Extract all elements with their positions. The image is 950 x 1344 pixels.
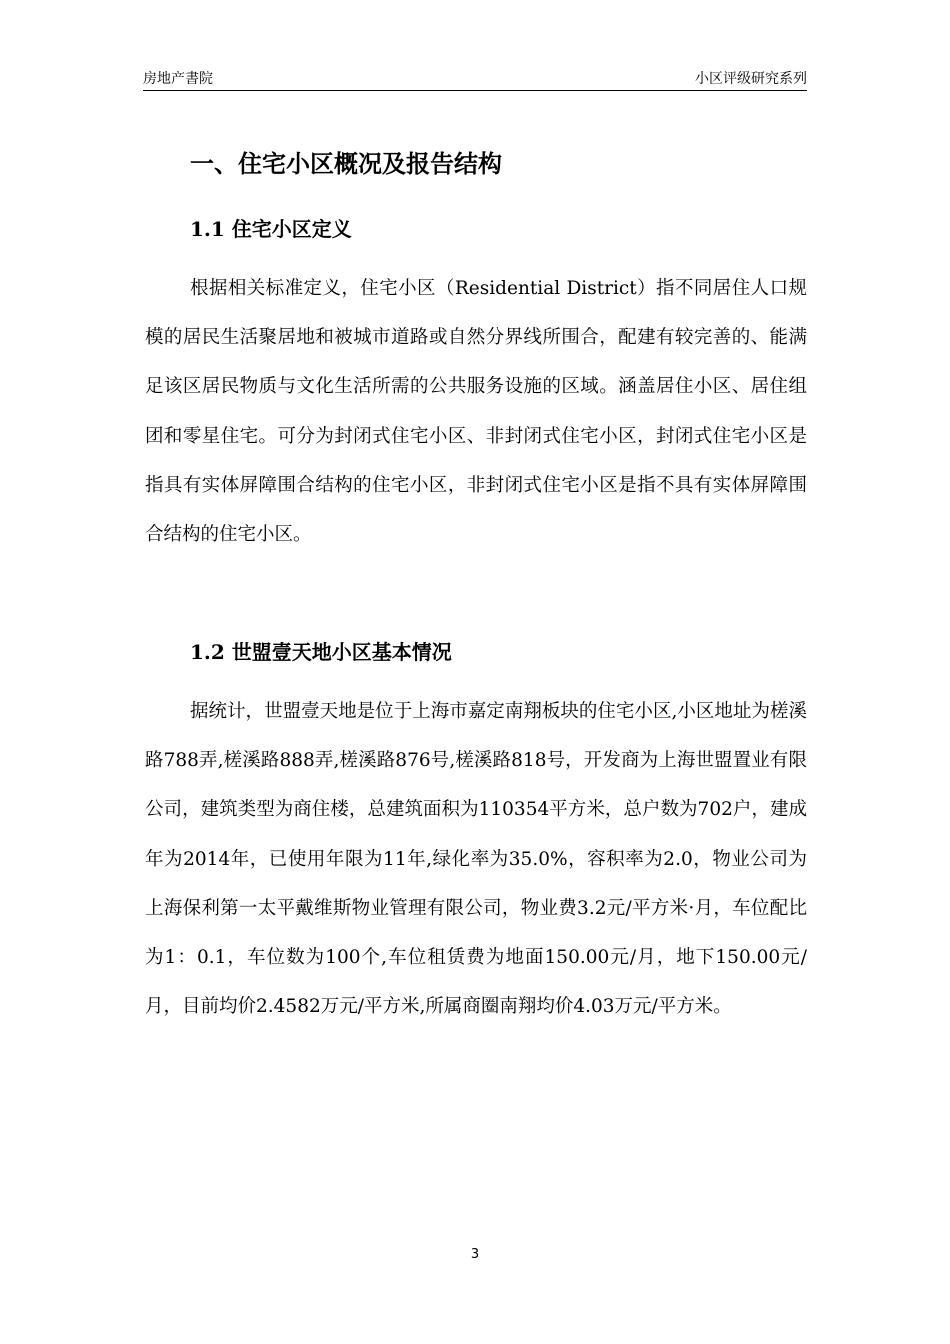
subsection-title-overview: 1.2 世盟壹天地小区基本情况 [190, 640, 452, 664]
paragraph-definition: 根据相关标准定义，住宅小区（Residential District）指不同居住人口规模的居民生活聚居地和被城市道路或自然分界线所围合，配建有较完善的、能满足该区居民物质与文化生活所需的公共服务设施的区域。涵盖居住小区、居住组团和零星住宅。可分为封闭式住宅小区、非封闭式住宅小区，封闭式住宅小区是指具有实体屏障围合结构的住宅小区，非封闭式住宅小区是指不具有实体屏障围合结构的住宅小区。 [145, 278, 807, 546]
header-publisher: 房地产書院 [143, 71, 213, 87]
header-series-title: 小区评级研究系列 [695, 71, 807, 87]
paragraph-overview: 据统计，世盟壹天地是位于上海市嘉定南翔板块的住宅小区,小区地址为槎溪路788弄,槎溪路888弄,槎溪路876号,槎溪路818号，开发商为上海世盟置业有限公司，建筑类型为商住楼，总建筑面积为110354平方米，总户数为702户，建成年为2014年，已使用年限为11年,绿化率为35.0%，容积率为2.0，物业公司为上海保利第一太平戴维斯物业管理有限公司，物业费3.2元/平方米·月，车位配比为1：0.1，车位数为100个,车位租赁费为地面150.00元/月，地下150.00元/月，目前均价2.4582万元/平方米,所属商圈南翔均价4.03万元/平方米。 [145, 701, 807, 1018]
subsection-title-definition: 1.1 住宅小区定义 [190, 217, 352, 241]
section-title: 一、住宅小区概况及报告结构 [190, 149, 502, 178]
page-header [143, 66, 807, 91]
page-number: 3 [470, 1247, 480, 1262]
